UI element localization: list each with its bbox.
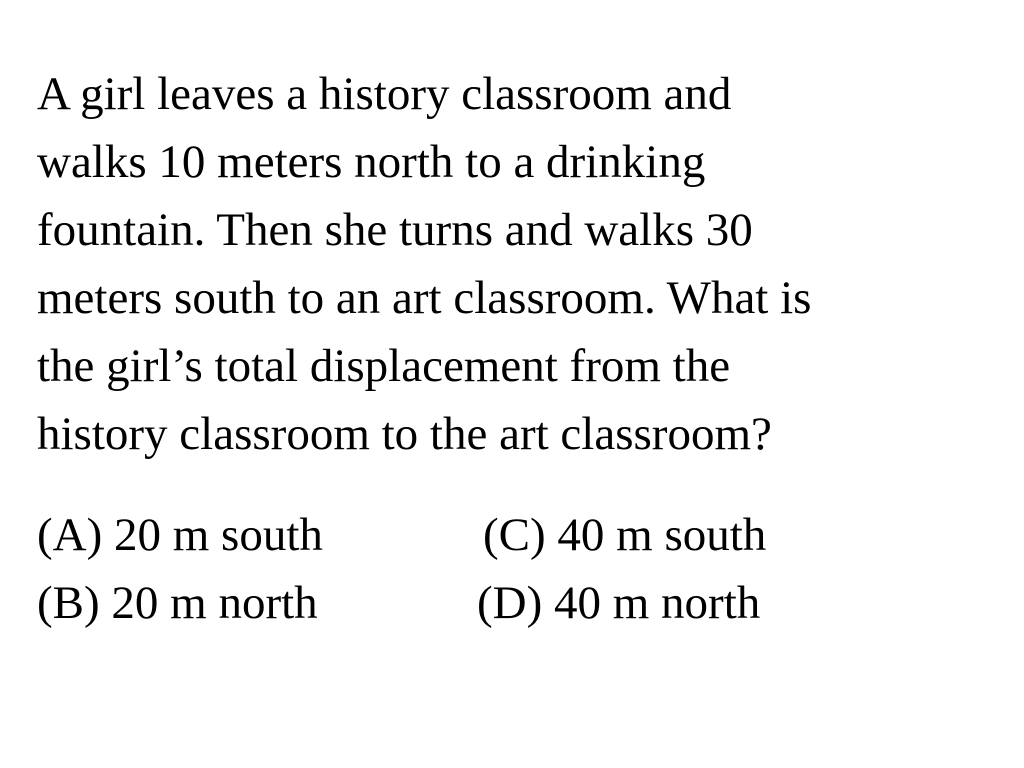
option-c: (C) 40 m south xyxy=(483,509,767,561)
question-line-4: meters south to an art classroom. What is xyxy=(37,272,812,324)
question-text xyxy=(37,60,997,468)
question-line-2: walks 10 meters north to a drinking xyxy=(37,136,706,188)
option-a: (A) 20 m south xyxy=(37,509,323,561)
option-d: (D) 40 m north xyxy=(477,577,761,629)
question-line-3: fountain. Then she turns and walks 30 xyxy=(37,204,753,256)
question-line-5: the girl’s total displacement from the xyxy=(37,340,731,392)
question-line-6: history classroom to the art classroom? xyxy=(37,408,772,460)
question-line-1: A girl leaves a history classroom and xyxy=(37,68,732,120)
option-b: (B) 20 m north xyxy=(37,577,318,629)
